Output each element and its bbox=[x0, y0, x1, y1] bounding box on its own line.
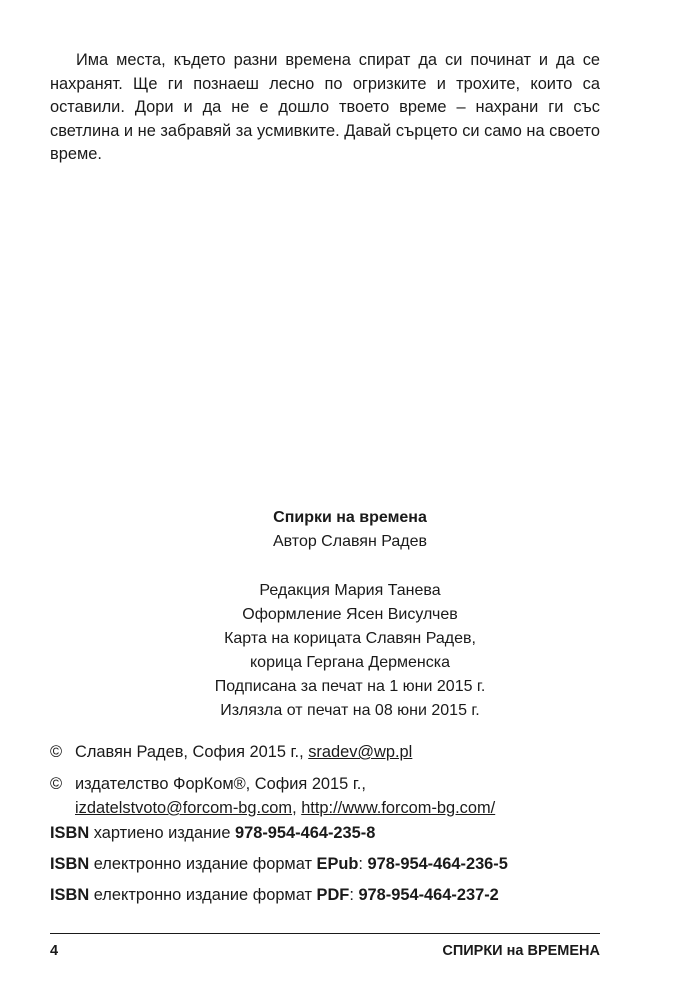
credit-signed-for-print: Подписана за печат на 1 юни 2015 г. bbox=[214, 678, 486, 695]
credit-cover-map: Карта на корицата Славян Радев, bbox=[224, 630, 476, 647]
running-title: СПИРКИ на ВРЕМЕНА bbox=[442, 943, 600, 959]
isbn-label: ISBN bbox=[50, 886, 90, 904]
isbn-epub-format: EPub bbox=[316, 855, 359, 873]
page-number: 4 bbox=[50, 943, 59, 959]
credit-design: Оформление Ясен Висулчев bbox=[242, 606, 458, 623]
colophon-title-block bbox=[100, 506, 600, 554]
copyright-author-text: Славян Радев, София 2015 г., bbox=[75, 743, 304, 761]
isbn-label: ISBN bbox=[50, 824, 90, 842]
isbn-print-text: хартиено издание bbox=[93, 824, 231, 842]
isbn-epub-number: 978-954-464-236-5 bbox=[367, 855, 508, 873]
copyright-publisher bbox=[50, 772, 610, 820]
copyright-publisher-text: издателство ФорКом®, София 2015 г., bbox=[75, 775, 366, 793]
isbn-pdf-format: PDF bbox=[316, 886, 350, 904]
publisher-website-link[interactable]: http://www.forcom-bg.com/ bbox=[301, 799, 496, 817]
credit-cover: корица Гергана Дерменска bbox=[250, 654, 450, 671]
isbn-epub: ISBN електронно издание формат EPub: 978-954-464-236-5 bbox=[50, 855, 508, 873]
colophon-credits bbox=[100, 579, 600, 723]
isbn-pdf: ISBN електронно издание формат PDF: 978-954-464-237-2 bbox=[50, 886, 499, 904]
copyright-symbol: © bbox=[50, 775, 63, 793]
publisher-email-link[interactable]: izdatelstvoto@forcom-bg.com bbox=[75, 799, 293, 817]
isbn-label: ISBN bbox=[50, 855, 90, 873]
footer-rule bbox=[50, 933, 600, 934]
credit-editor: Редакция Мария Танева bbox=[259, 582, 441, 599]
isbn-pdf-number: 978-954-464-237-2 bbox=[358, 886, 499, 904]
copyright-author bbox=[50, 740, 610, 764]
epigraph-paragraph: Има места, където разни времена спират да си починат и да се нахранят. Ще ги познаеш лесно по огризките и трохите, които са оставили. Дори и да не е дошло твоето време – нахрани ги със светлина и не забравяй за усмивките. Давай сърцето си само на своето време. bbox=[50, 51, 600, 164]
link-separator: , bbox=[292, 799, 297, 817]
copyright-symbol: © bbox=[50, 743, 63, 761]
isbn-pdf-text: електронно издание формат bbox=[93, 886, 312, 904]
book-title: Спирки на времена bbox=[273, 509, 427, 526]
isbn-epub-text: електронно издание формат bbox=[93, 855, 312, 873]
book-author: Автор Славян Радев bbox=[272, 533, 428, 550]
isbn-print-number: 978-954-464-235-8 bbox=[235, 824, 376, 842]
isbn-print bbox=[50, 821, 610, 845]
author-email-link[interactable]: sradev@wp.pl bbox=[308, 743, 413, 761]
credit-printed: Излязла от печат на 08 юни 2015 г. bbox=[220, 702, 480, 719]
